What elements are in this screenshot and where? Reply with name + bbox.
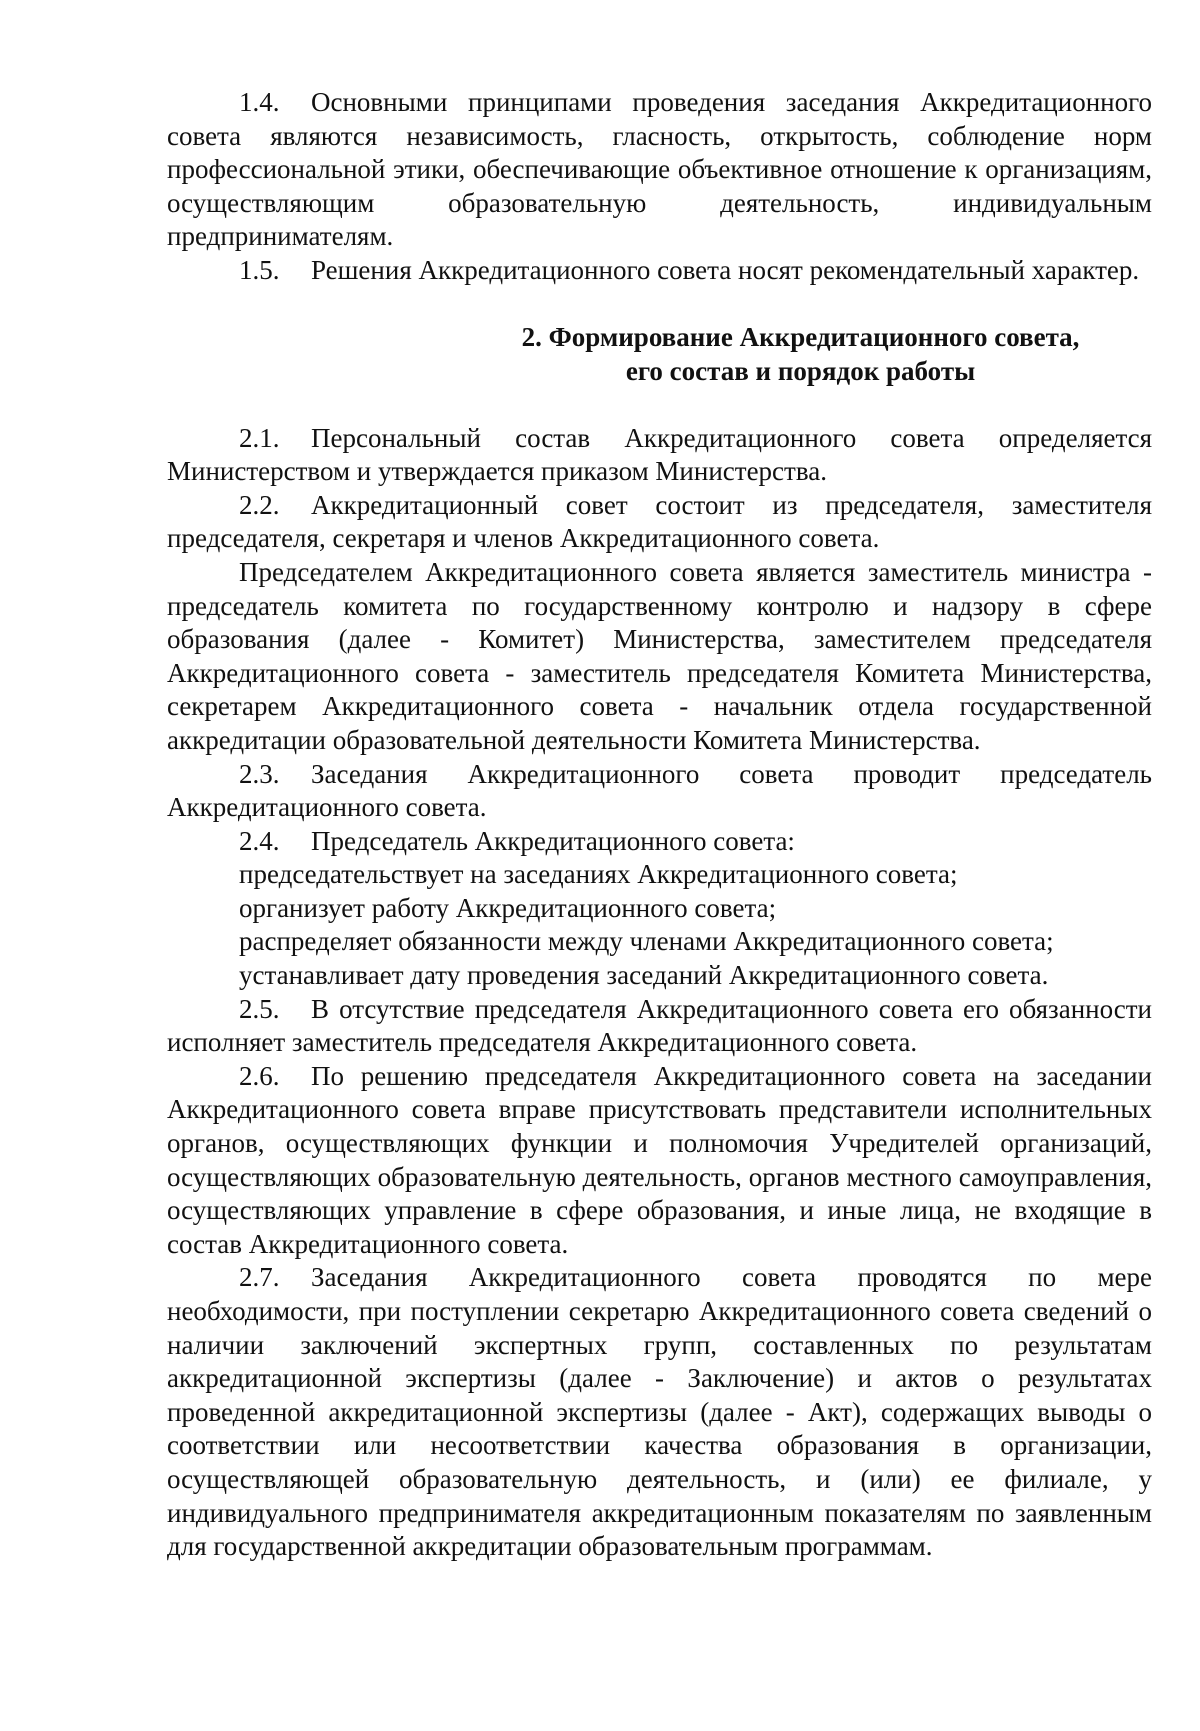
paragraph-text: В отсутствие председателя Аккредитационного совета его обязанности исполняет заместитель председателя Аккредитационного совета. (167, 993, 1152, 1058)
paragraph-number: 2.1. (239, 422, 280, 453)
section-heading-line-1: 2. Формирование Аккредитационного совета, (521, 321, 1080, 352)
paragraph-2-3 (167, 758, 1152, 825)
paragraph-text: Персональный состав Аккредитационного совета определяется Министерством и утверждается приказом Министерства. (167, 422, 1152, 487)
paragraph-number: 2.7. (239, 1262, 280, 1293)
list-item: распределяет обязанности между членами Аккредитационного совета; (239, 926, 1054, 957)
list-item: организует работу Аккредитационного совета; (239, 892, 777, 923)
paragraph-number: 2.6. (239, 1060, 280, 1091)
paragraph-text: Председатель Аккредитационного совета: (311, 825, 795, 856)
paragraph-number: 2.2. (239, 489, 280, 520)
paragraph-1-4 (167, 86, 1152, 254)
section-heading-line-2: его состав и порядок работы (625, 355, 976, 386)
paragraph-2-2 (167, 489, 1152, 556)
paragraph-2-5 (167, 993, 1152, 1060)
paragraph-number: 1.5. (239, 254, 280, 285)
paragraph-2-1 (167, 422, 1152, 489)
paragraph-text: Заседания Аккредитационного совета проводит председатель Аккредитационного совета. (167, 758, 1152, 823)
list-item: устанавливает дату проведения заседаний Аккредитационного совета. (239, 960, 1049, 991)
paragraph-text: Заседания Аккредитационного совета проводятся по мере необходимости, при поступлении секретарю Аккредитационного совета сведений о наличии заключений экспертных групп, составленных по результатам аккредитационной экспертизы (далее - Заключение) и актов о результатах проведенной аккредитационной экспертизы (далее - Акт), содержащих выводы о соответствии или несоответствии качества образования в организации, осуществляющей образовательную деятельность, и (или) ее филиале, у индивидуального предпринимателя аккредитационным показателям по заявленным для государственной аккредитации образовательным программам. (167, 1262, 1152, 1562)
paragraph-number: 2.5. (239, 993, 280, 1024)
paragraph-number: 1.4. (239, 87, 280, 117)
paragraph-number: 2.3. (239, 758, 280, 789)
paragraph-number: 2.4. (239, 825, 280, 856)
paragraph-2-7 (167, 1261, 1152, 1563)
paragraph-2-4 (167, 825, 1152, 859)
paragraph-text: Основными принципами проведения заседания Аккредитационного совета являются независимость, гласность, открытость, соблюдение норм профессиональной этики, обеспечивающие объективное отношение к организациям, осуществляющим образовательную деятельность, индивидуальным предпринимателям. (167, 87, 1152, 252)
paragraph-text: Решения Аккредитационного совета носят рекомендательный характер. (311, 254, 1140, 285)
section-heading (167, 320, 1152, 388)
list-item: председательствует на заседаниях Аккредитационного совета; (239, 859, 958, 890)
paragraph-text: Аккредитационный совет состоит из председателя, заместителя председателя, секретаря и членов Аккредитационного совета. (167, 489, 1152, 554)
paragraph-2-2-continued: Председателем Аккредитационного совета является заместитель министра - председатель комитета по государственному контролю и надзору в сфере образования (далее - Комитет) Министерства, заместителем председателя Аккредитационного совета - заместитель председателя Комитета Министерства, секретарем Аккредитационного совета - начальник отдела государственной аккредитации образовательной деятельности Комитета Министерства. (167, 556, 1152, 755)
paragraph-2-6 (167, 1060, 1152, 1262)
paragraph-1-5 (167, 254, 1152, 288)
paragraph-text: По решению председателя Аккредитационного совета на заседании Аккредитационного совета вправе присутствовать представители исполнительных органов, осуществляющих функции и полномочия Учредителей организаций, осуществляющих образовательную деятельность, органов местного самоуправления, осуществляющих управление в сфере образования, и иные лица, не входящие в состав Аккредитационного совета. (167, 1060, 1152, 1259)
document-page (167, 86, 1152, 1564)
